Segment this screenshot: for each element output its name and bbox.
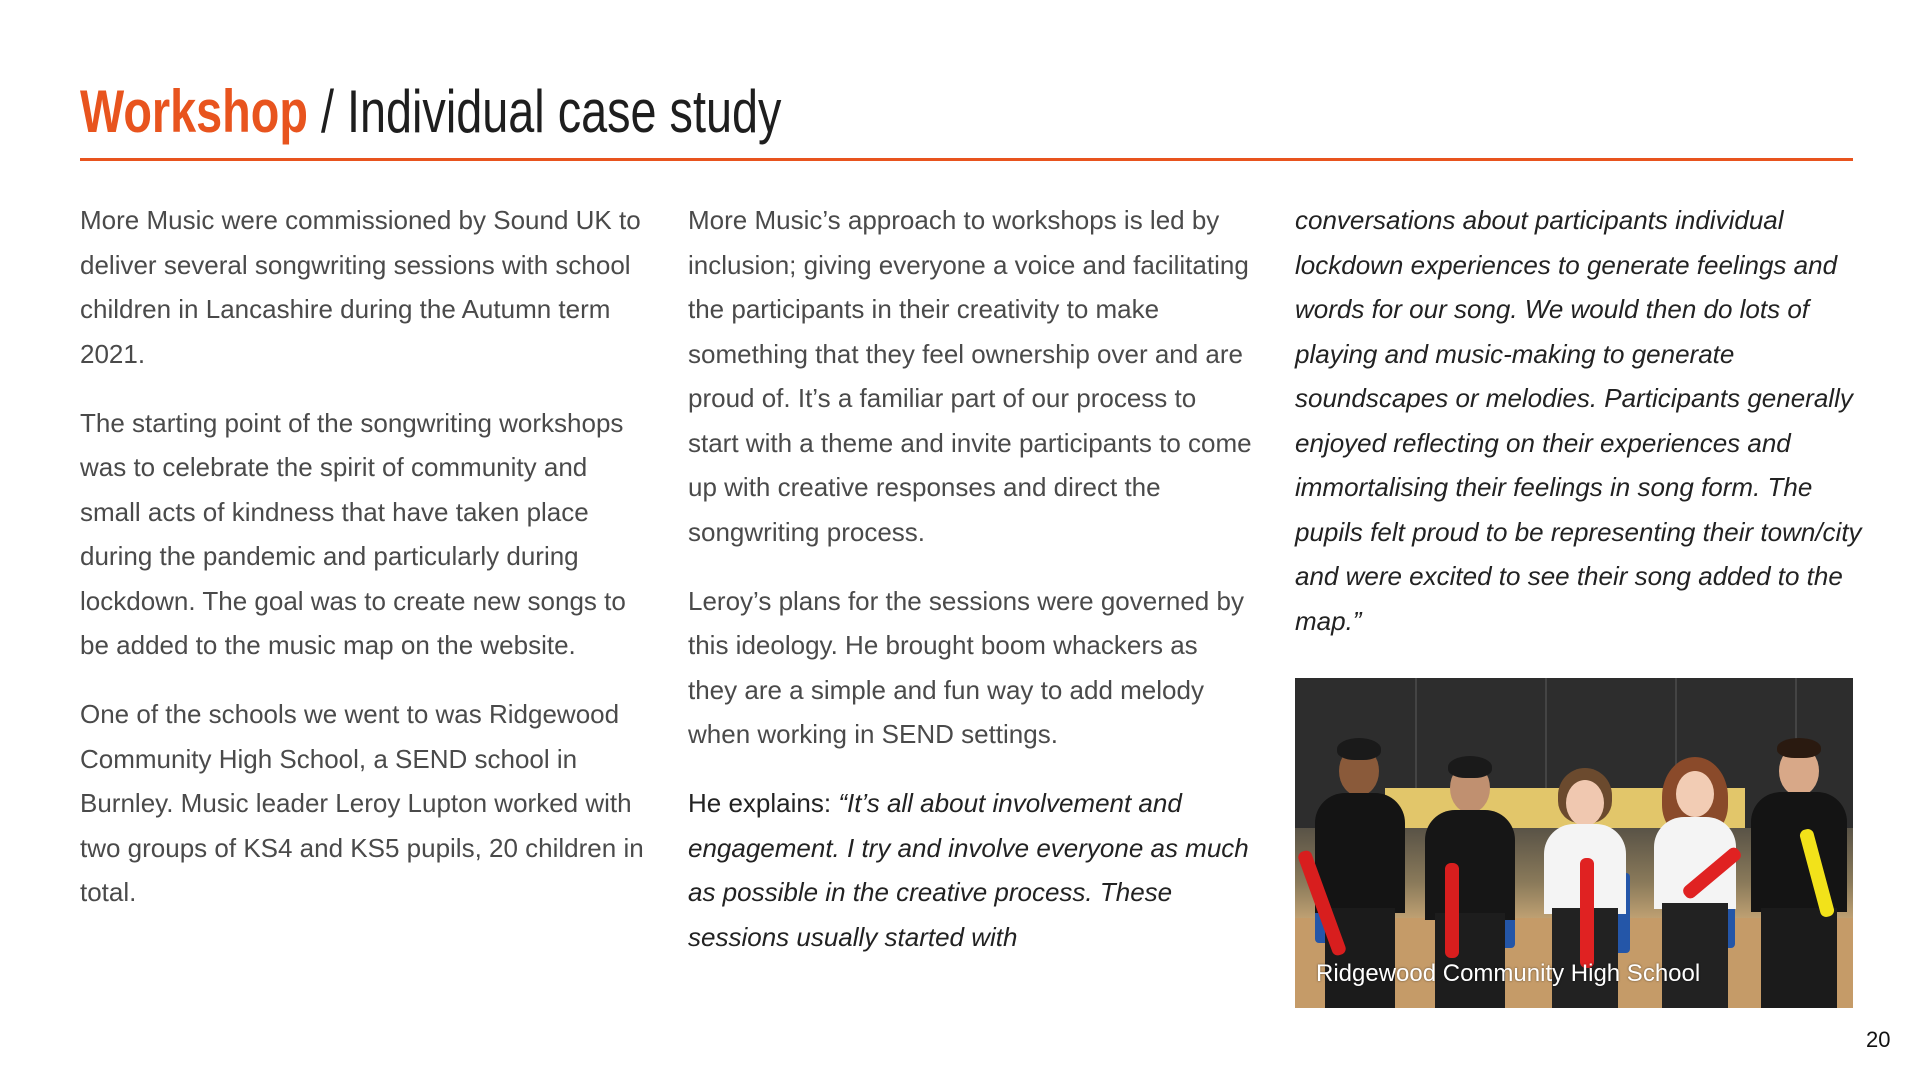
paragraph: More Music were commissioned by Sound UK to deliver several songwriting sessions with school children in Lancashire during the Autumn term 2021. [80,205,641,369]
quote-lead: He explains: [688,788,839,818]
column-2 [688,198,1253,984]
title-accent: Workshop [80,78,308,145]
quote-continued: conversations about participants individual lockdown experiences to generate feelings and words for our song. We would then do lots of playing and music-making to generate soundscapes or melodies. Participants generally enjoyed reflecting on their experiences and immortalising their feelings in song form. The pupils felt proud to be representing their town/city and were excited to see their song added to the map.” [1295,205,1862,636]
paragraph: Leroy’s plans for the sessions were governed by this ideology. He brought boom whackers as they are a simple and fun way to add melody when working in SEND settings. [688,585,1244,749]
title-divider [80,158,1853,161]
boomwhacker [1580,858,1594,968]
quote-text: “It’s all about involvement and engagement. I try and involve everyone as much as possible in the creative process. These sessions usually started with [688,788,1249,952]
column-1 [80,198,645,939]
column-3 [1295,198,1865,668]
paragraph: The starting point of the songwriting workshops was to celebrate the spirit of community and small acts of kindness that have taken place during the pandemic and particularly during lockdown. The goal was to create new songs to be added to the music map on the website. [80,407,626,660]
paragraph: More Music’s approach to workshops is led by inclusion; giving everyone a voice and facilitating the participants in their creativity to make something that they feel ownership over and are proud of. It’s a familiar part of our process to start with a theme and invite participants to come up with creative responses and direct the songwriting process. [688,205,1252,547]
paragraph [688,781,1253,959]
photo-caption: Ridgewood Community High School [1316,960,1701,987]
boomwhacker [1445,863,1459,958]
page-number: 20 [1866,1027,1891,1052]
paragraph: One of the schools we went to was Ridgewood Community High School, a SEND school in Burnley. Music leader Leroy Lupton worked with two groups of KS4 and KS5 pupils, 20 children in total. [80,699,644,907]
title-rest: / Individual case study [307,78,782,145]
page-title [80,72,781,152]
photo-pupil [1743,708,1853,1008]
